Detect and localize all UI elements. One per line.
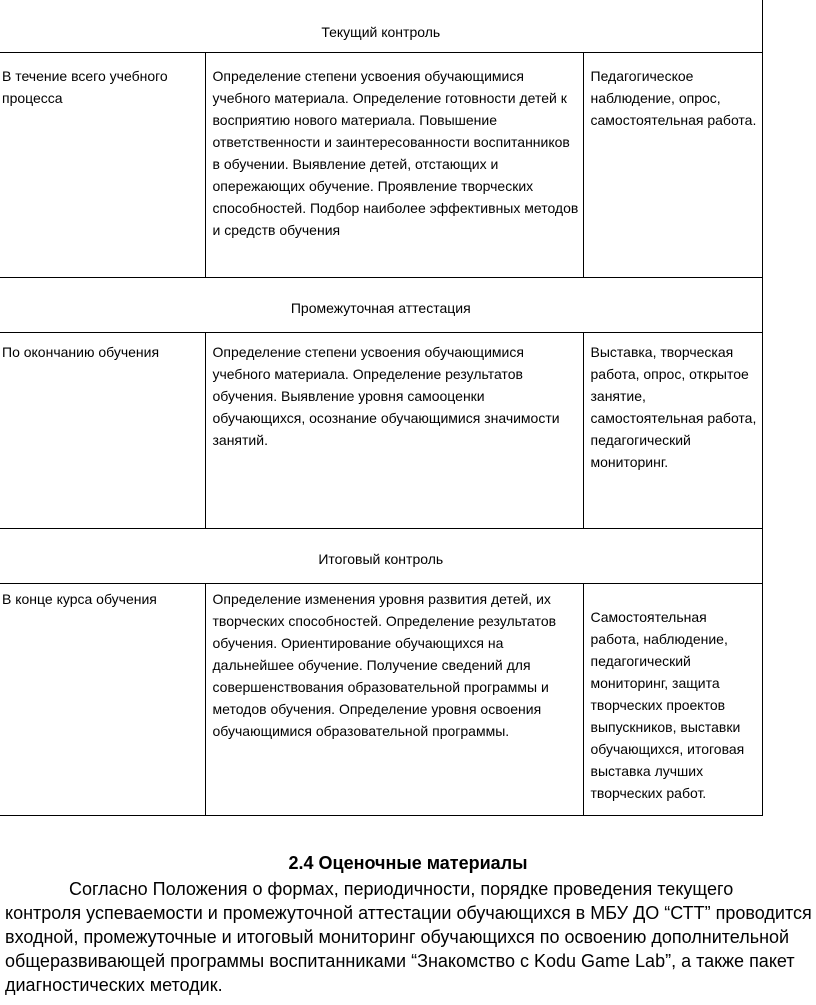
- period-cell: В течение всего учебного процесса: [0, 53, 205, 278]
- section-heading: 2.4 Оценочные материалы: [288, 853, 528, 873]
- period-cell: В конце курса обучения: [0, 584, 205, 816]
- section-row-final: [0, 529, 762, 584]
- forms-cell: Самостоятельная работа, наблюдение, педагогический мониторинг, защита творческих проектов выпускников, выставки обучающихся, итоговая выставка лучших творческих работ.: [583, 584, 762, 816]
- table-row-final: [0, 584, 762, 816]
- goals-cell: Определение изменения уровня развития детей, их творческих способностей. Определение результатов обучения. Ориентирование обучающихся на дальнейшее обучение. Получение сведений для совершенствования образовательной программы и методов обучения. Определение уровня освоения обучающимися образовательной программы.: [205, 584, 583, 816]
- section-title-final: Итоговый контроль: [0, 529, 762, 584]
- goals-cell: Определение степени усвоения обучающимися учебного материала. Определение результатов обучения. Выявление уровня самооценки обучающихся, осознание обучающимися значимости занятий.: [205, 333, 583, 529]
- body-paragraph: Согласно Положения о формах, периодичности, порядке проведения текущего контроля успеваемости и промежуточной аттестации обучающихся в МБУ ДО “СТТ” проводится входной, промежуточные и итоговый мониторинг обучающихся по освоению дополнительной общеразвивающей программы воспитанниками “Знакомство с Kodu Game Lab”, а также пакет диагностических методик.: [5, 879, 812, 995]
- table-row-intermediate: [0, 333, 762, 529]
- period-cell: По окончанию обучения: [0, 333, 205, 529]
- section-title-intermediate: Промежуточная аттестация: [0, 278, 762, 333]
- section-row-intermediate: [0, 278, 762, 333]
- forms-cell: Выставка, творческая работа, опрос, открытое занятие, самостоятельная работа, педагогический мониторинг.: [583, 333, 762, 529]
- section-title-current: Текущий контроль: [0, 0, 762, 53]
- goals-cell: Определение степени усвоения обучающимися учебного материала. Определение готовности детей к восприятию нового материала. Повышение ответственности и заинтересованности воспитанников в обучении. Выявление детей, отстающих и опережающих обучение. Проявление творческих способностей. Подбор наиболее эффективных методов и средств обучения: [205, 53, 583, 278]
- forms-cell: Педагогическое наблюдение, опрос, самостоятельная работа.: [583, 53, 762, 278]
- section-row-current: [0, 0, 762, 53]
- table-row-current: [0, 53, 762, 278]
